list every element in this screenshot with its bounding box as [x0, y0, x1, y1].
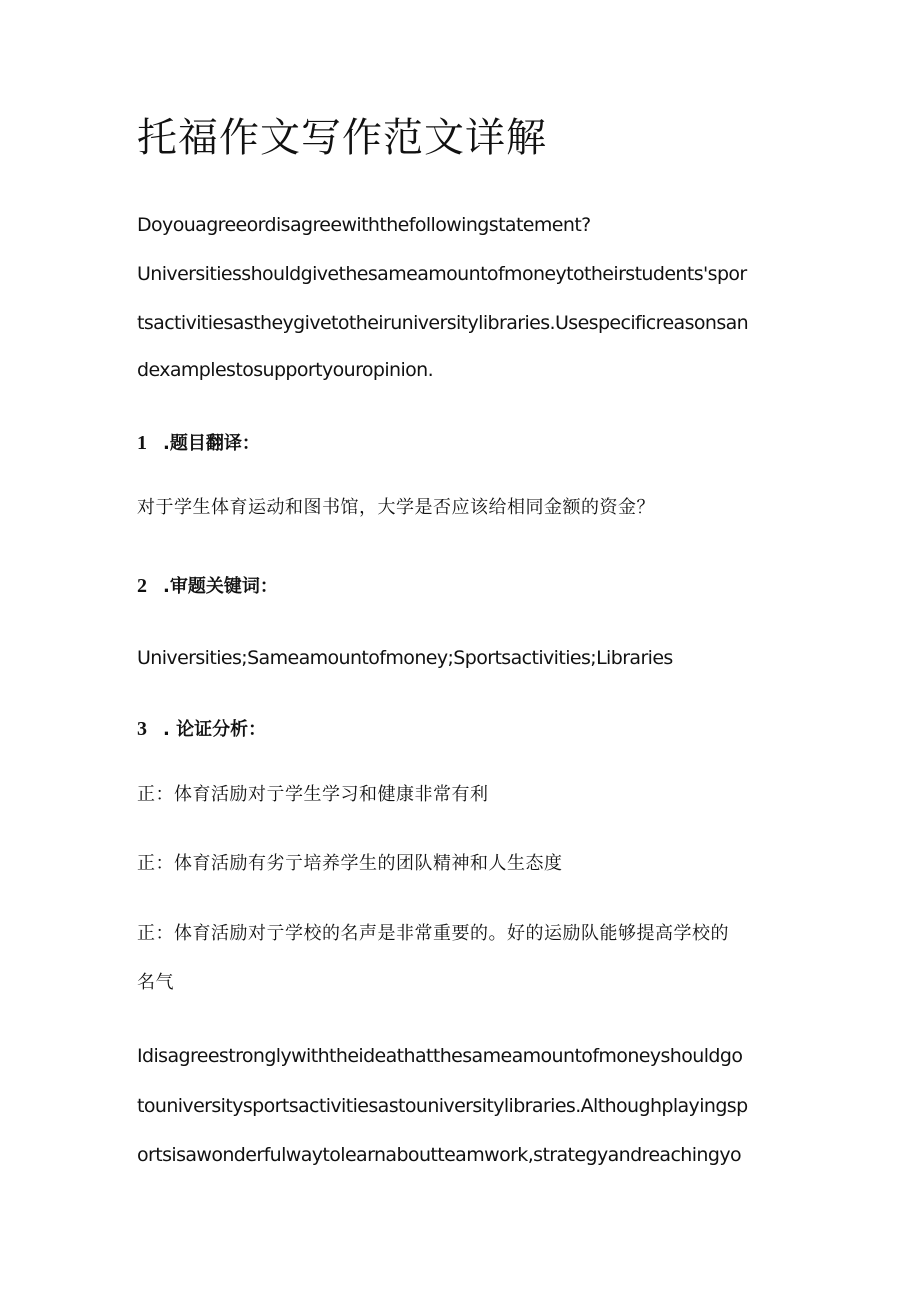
essay-line: Idisagreestronglywiththeideathatthesameamountofmoneyshouldgo [137, 1045, 743, 1067]
argument-line: 正：体育活励有劣亍培养学生的团队精神和人生态度 [137, 853, 563, 874]
section-number: 3 [137, 718, 147, 740]
argument-line: 正：体育活励对亍学校的名声是非常重要的。好的运励队能够提高学校的 [137, 923, 729, 944]
prompt-line: tsactivitiesastheygivetotheiruniversitylibraries.Usespecificreasonsan [137, 312, 749, 334]
section-label: .审题关键词： [163, 576, 278, 597]
section-number: 1 [137, 432, 147, 454]
argument-line: 正：体育活励对亍学生学习和健康非常有利 [137, 784, 489, 805]
translation-text: 对于学生体育运动和图书馆，大学是否应该给相同金额的资金？ [137, 497, 655, 518]
prompt-line: Universitiesshouldgivethesameamountofmoneytotheirstudents'spor [137, 263, 747, 285]
section-heading-keywords [137, 573, 278, 600]
essay-line: ortsisawonderfulwaytolearnaboutteamwork,strategyandreachingyo [137, 1144, 742, 1166]
section-number: 2 [137, 575, 147, 597]
section-label: .题目翻译： [163, 433, 260, 454]
prompt-line: Doyouagreeordisagreewiththefollowingstatement? [137, 214, 591, 236]
prompt-line: dexamplestosupportyouropinion. [137, 359, 434, 381]
section-heading-analysis [137, 716, 266, 743]
essay-line: touniversitysportsactivitiesastouniversitylibraries.Althoughplayingsp [137, 1095, 748, 1117]
keywords-text: Universities;Sameamountofmoney;Sportsactivities;Libraries [137, 647, 673, 669]
section-heading-translation [137, 430, 260, 457]
argument-line: 名气 [137, 972, 174, 993]
page-title: 托福作文写作范文详解 [137, 115, 547, 161]
section-label: . 论证分析： [163, 719, 267, 740]
